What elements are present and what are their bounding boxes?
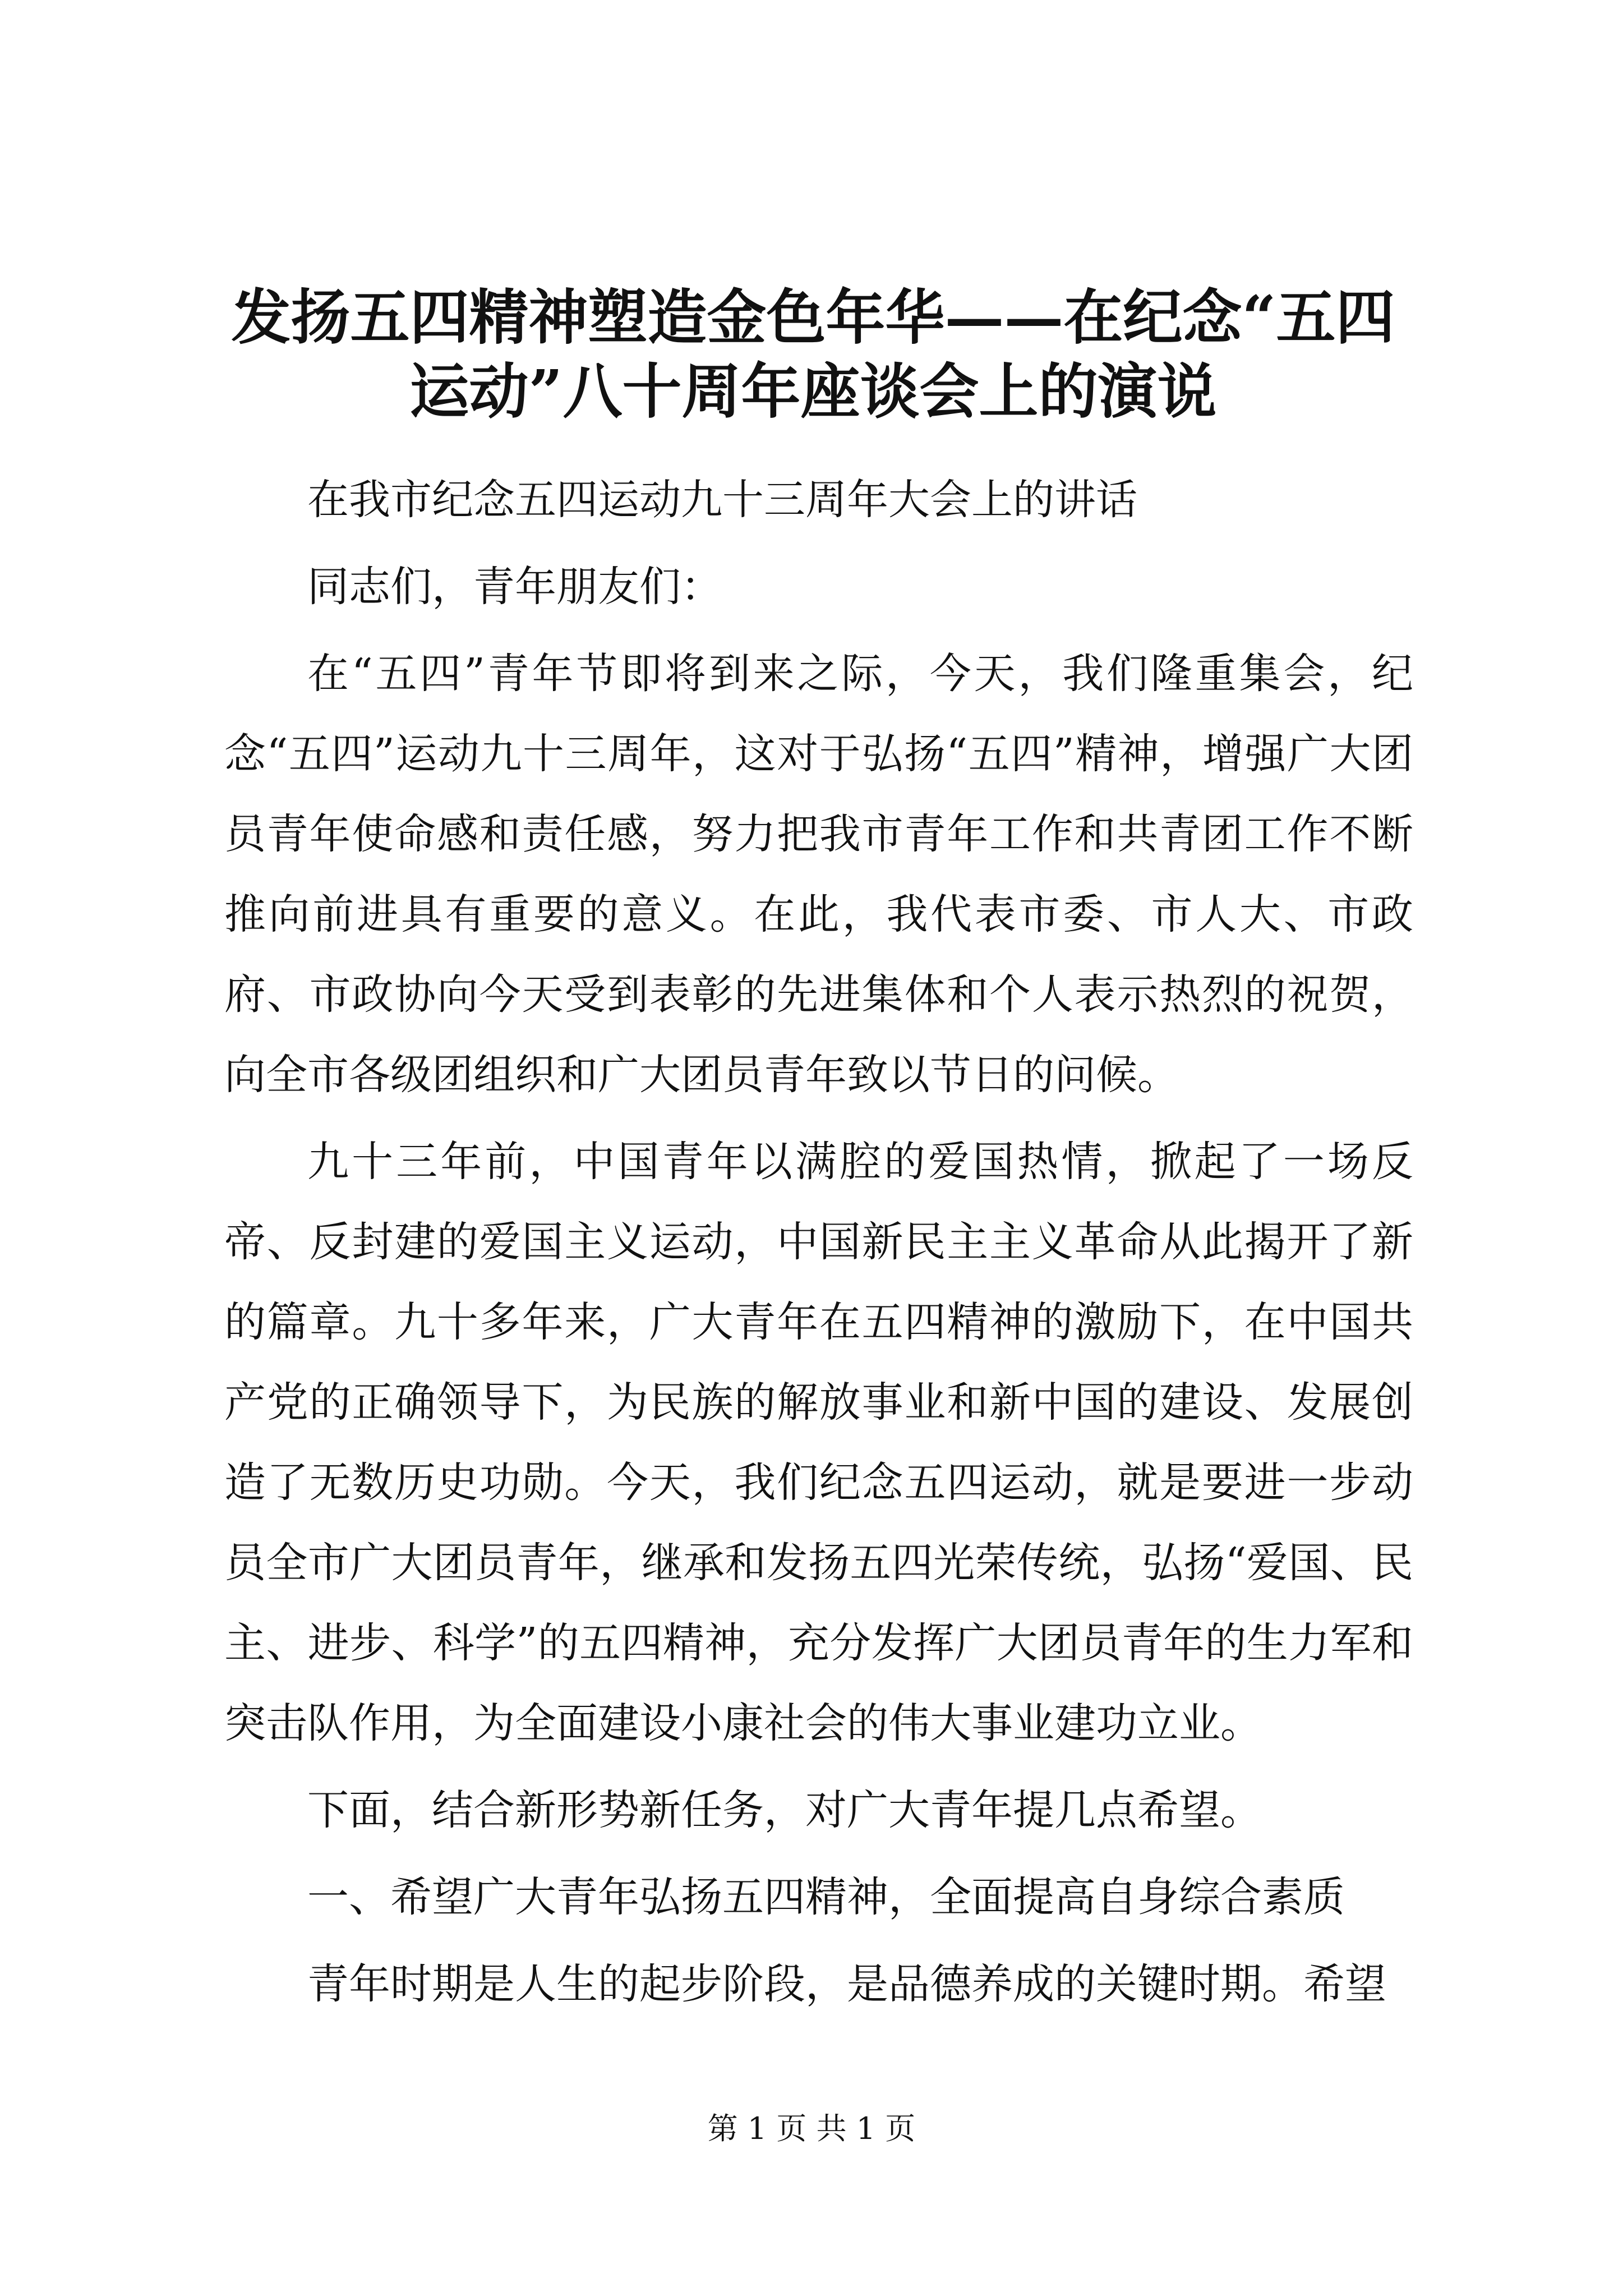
paragraph: 青年时期是人生的起步阶段，是品德养成的关键时期。希望 xyxy=(307,1960,1386,2008)
paragraph: 九十三年前，中国青年以满腔的爱国热情，掀起了一场反帝、反封建的爱国主义运动，中国新民主主义革命从此揭开了新的篇章。九十多年来，广大青年在五四精神的激励下，在中国共产党的正确领导下，为民族的解放事业和新中国的建设、发展创造了无数历史功勋。今天，我们纪念五四运动，就是要进一步动员全市广大团员青年，继承和发扬五四光荣传统，弘扬“爱国、民主、进步、科学”的五四精神，充分发挥广大团员青年的生力军和突击队作用，为全面建设小康社会的伟大事业建功立业。 xyxy=(224,1138,1413,1747)
document-title: 发扬五四精神塑造金色年华——在纪念“五四运动”八十周年座谈会上的演说 xyxy=(231,282,1395,426)
paragraph: 在“五四”青年节即将到来之际，今天，我们隆重集会，纪念“五四”运动九十三周年，这对于弘扬“五四”精神，增强广大团员青年使命感和责任感，努力把我市青年工作和共青团工作不断推向前进具有重要的意义。在此，我代表市委、市人大、市政府、市政协向今天受到表彰的先进集体和个人表示热烈的祝贺，向全市各级团组织和广大团员青年致以节日的问候。 xyxy=(224,650,1413,1099)
paragraph-greeting: 同志们，青年朋友们： xyxy=(307,563,722,611)
document-body xyxy=(224,460,1413,2031)
page-footer: 第 1 页 共 1 页 xyxy=(707,2111,916,2146)
paragraph: 下面，结合新形势新任务，对广大青年提几点希望。 xyxy=(307,1786,1262,1834)
paragraph-speech-heading: 在我市纪念五四运动九十三周年大会上的讲话 xyxy=(307,476,1137,524)
section-heading: 一、希望广大青年弘扬五四精神，全面提高自身综合素质 xyxy=(307,1873,1345,1921)
